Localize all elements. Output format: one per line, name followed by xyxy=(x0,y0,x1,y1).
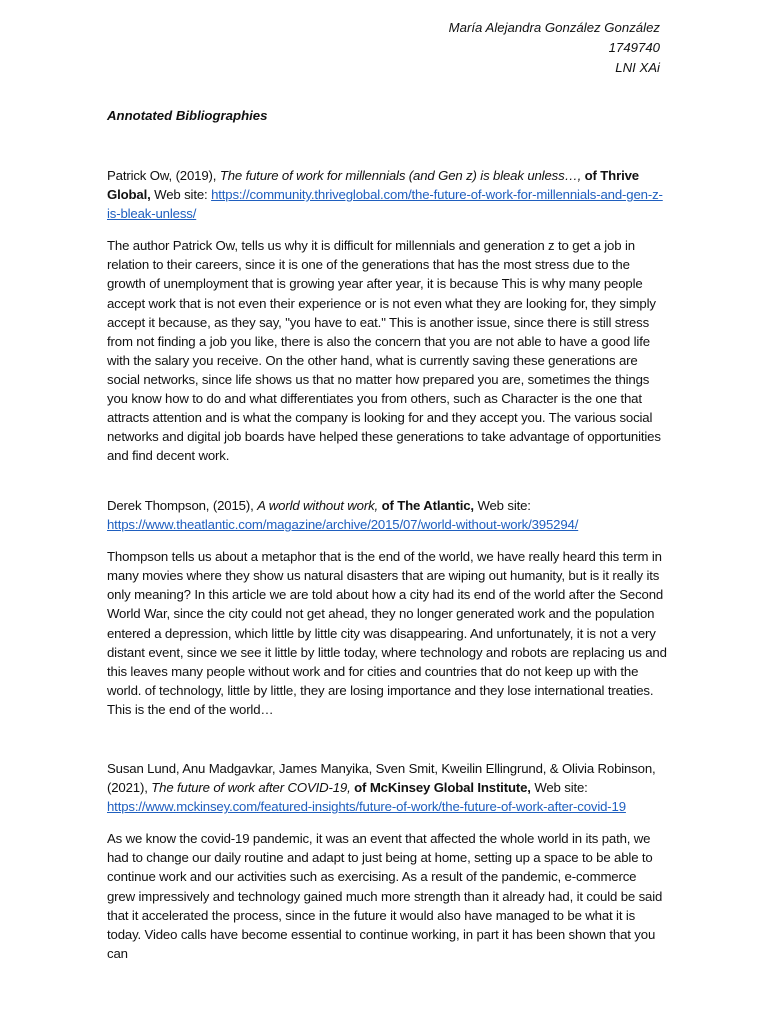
annotation-paragraph: As we know the covid-19 pandemic, it was an event that affected the whole world in its path, we had to change our daily routine and adapt to just being at home, setting up a space to be able to continue work and our activities such as exercising. As a result of the pandemic, e-commerce grew impressively and technology gained much more strength than it already had, it could be said that it accelerated the process, since in the future it would also have managed to be what it is today. Video calls have become essential to continue working, in part it has been shown that you can xyxy=(107,831,663,961)
student-id: 1749740 xyxy=(608,40,660,55)
citation-year: (2021), xyxy=(107,780,148,796)
citation-title: The future of work for millennials (and Gen z) is bleak unless…, xyxy=(219,168,582,183)
document-title: Annotated Bibliographies xyxy=(107,108,268,123)
citation xyxy=(107,166,667,223)
citation-authors: Patrick Ow, xyxy=(107,168,173,183)
citation-publisher: of Thrive Global, xyxy=(107,168,639,203)
bibliography-entry xyxy=(107,166,667,465)
annotation-paragraph: The author Patrick Ow, tells us why it is difficult for millennials and generation z to get a job in relation to their careers, since it is one of the generations that has the most stress due to the growth of unemployment that is growing year after year, it is because This is why many people accept work that is not even their experience or is not even what they are looking for, they simply accept it because, as they say, "you have to eat." This is another issue, since there is still stress from not finding a job you like, there is also the concern that you are not able to have a good life with the salary you receive. On the other hand, what is currently saving these generations are social networks, since life shows us that no matter how prepared you are, sometimes the things you know how to do and what differentiates you from others, such as Character is the one that attracts attention and is what the company is looking for and they accept you. The various social networks and digital job boards have helped these generations to take advantage of opportunities and find decent work. xyxy=(107,238,661,464)
citation xyxy=(107,496,667,534)
author-name: María Alejandra González González xyxy=(448,20,660,35)
citation-authors: Susan Lund, Anu Madgavkar, James Manyika, Sven Smit, Kweilin Ellingrund, & Olivia Robinson, xyxy=(107,761,656,776)
citation-url-link[interactable]: https://www.theatlantic.com/magazine/archive/2015/07/world-without-work/395294/ xyxy=(107,517,579,533)
citation-url-link[interactable]: https://community.thriveglobal.com/the-future-of-work-for-millennials-and-gen-z-is-bleak-unless/ xyxy=(107,187,663,222)
citation-website-label: Web site: xyxy=(477,498,531,513)
citation-url-link[interactable]: https://www.mckinsey.com/featured-insights/future-of-work/the-future-of-work-after-covid-19 xyxy=(107,799,626,815)
citation xyxy=(107,759,667,816)
bibliography-entry xyxy=(107,496,667,719)
citation-year: (2015), xyxy=(212,498,254,513)
bibliography-entry xyxy=(107,759,667,963)
annotation-paragraph: Thompson tells us about a metaphor that is the end of the world, we have really heard this term in many movies where they show us natural disasters that are wiping out humanity, but is it really its only meaning? In this article we are told about how a city had its end of the world after the Second World War, since the city could not get ahead, they no longer generated work and the population entered a depression, which little by little city was disappearing. And unfortunately, it is not a very distant event, since we see it little by little today, where technology and robots are replacing us and this leaves many people without work and for cities and countries that do not keep up with the world. of technology, little by little, they are losing importance and they lose international treaties. This is the end of the world… xyxy=(107,549,667,717)
citation-year: (2019), xyxy=(175,168,217,183)
citation-title: A world without work, xyxy=(257,498,379,513)
author-header xyxy=(449,18,660,78)
citation-website-label: Web site: xyxy=(534,780,588,796)
citation-authors: Derek Thompson, xyxy=(107,498,210,513)
citation-publisher: of McKinsey Global Institute, xyxy=(354,780,531,796)
course-code: LNI XAi xyxy=(615,60,660,75)
citation-website-label: Web site: xyxy=(154,187,208,203)
citation-publisher: of The Atlantic, xyxy=(381,498,474,513)
citation-title: The future of work after COVID-19, xyxy=(151,780,351,796)
